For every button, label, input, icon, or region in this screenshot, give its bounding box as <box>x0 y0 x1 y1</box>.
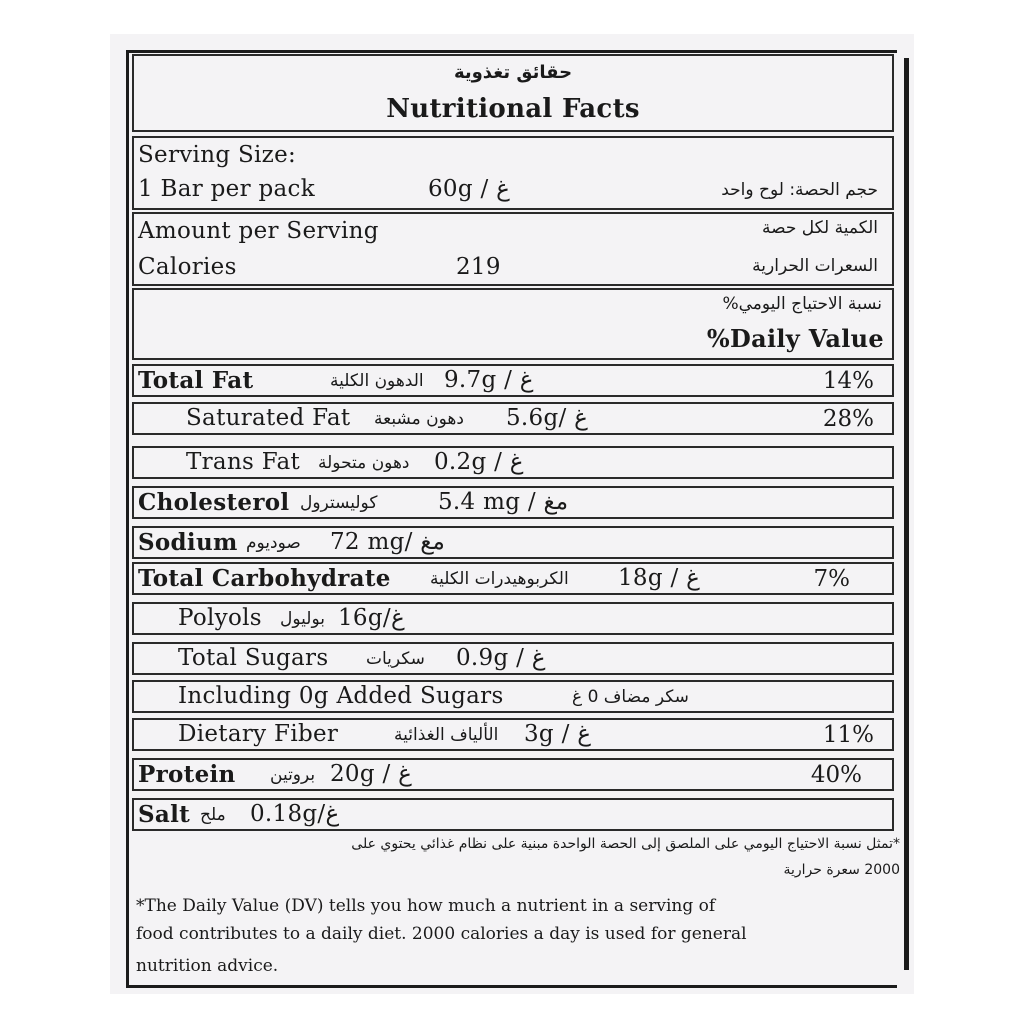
nutrient-name-arabic: بوليول <box>280 609 325 629</box>
nutrient-name: Saturated Fat <box>186 405 351 431</box>
nutrient-name-arabic: الألياف الغذائية <box>394 725 499 745</box>
nutrient-daily-value: 28% <box>822 406 874 432</box>
nutrient-amount: 16g/غ <box>338 605 405 631</box>
footnote-english-line3: nutrition advice. <box>136 956 279 976</box>
nutrient-name-arabic: دهون مشبعة <box>374 409 464 429</box>
nutrient-amount: 20g / غ <box>330 761 412 787</box>
nutrient-amount: 72 mg/ مغ <box>330 529 445 555</box>
nutrient-name: Salt <box>138 801 191 828</box>
serving-size-arabic: حجم الحصة: لوح واحد <box>721 180 878 200</box>
nutrient-row-total-fat <box>132 364 894 397</box>
nutrient-row-cholesterol <box>132 486 894 519</box>
amount-per-serving-label: Amount per Serving <box>138 218 379 244</box>
nutrient-amount: 9.7g / غ <box>444 367 534 393</box>
nutrient-daily-value: 40% <box>810 762 862 788</box>
nutrient-row-total-carbohydrate <box>132 562 894 595</box>
nutrient-name-arabic: الكربوهيدرات الكلية <box>430 569 569 589</box>
nutrient-name-arabic: ملح <box>200 805 226 825</box>
nutrient-amount: 5.6g/ غ <box>506 405 588 431</box>
nutrient-amount: 0.9g / غ <box>456 645 546 671</box>
nutrient-name: Sodium <box>138 529 238 556</box>
nutrient-name: Total Fat <box>138 367 254 394</box>
calories-arabic: السعرات الحرارية <box>752 256 878 276</box>
footnote-english-line2: food contributes to a daily diet. 2000 calories a day is used for general <box>136 924 747 944</box>
amount-per-serving-arabic: الكمية لكل حصة <box>762 218 878 238</box>
nutrient-row-sodium <box>132 526 894 559</box>
daily-value-header <box>132 288 894 360</box>
nutrient-name-arabic: بروتين <box>270 765 316 785</box>
footnote-english-line1: *The Daily Value (DV) tells you how much a nutrient in a serving of <box>136 896 716 916</box>
title-english: Nutritional Facts <box>386 94 640 124</box>
title-section <box>132 54 894 132</box>
footnote-arabic-line1: *تمثل نسبة الاحتياج اليومي على الملصق إلى الحصة الواحدة مبنية على نظام غذائي يحتوي على <box>351 836 900 852</box>
nutrient-name: Polyols <box>178 605 262 631</box>
nutrient-amount: 0.18g/غ <box>250 801 340 827</box>
serving-weight: 60g / غ <box>428 176 510 202</box>
serving-section <box>132 136 894 210</box>
calories-value: 219 <box>456 254 501 280</box>
daily-value-english: %Daily Value <box>706 324 884 353</box>
serving-size-value: 1 Bar per pack <box>138 176 315 202</box>
nutrient-row-added-sugars <box>132 680 894 713</box>
title-arabic: حقائق تغذوية <box>453 62 573 83</box>
nutrient-row-protein <box>132 758 894 791</box>
nutrient-name: Total Sugars <box>178 645 329 671</box>
nutrient-daily-value: 11% <box>822 722 874 748</box>
nutrient-name: Trans Fat <box>186 449 301 475</box>
nutrient-name: Total Carbohydrate <box>138 565 391 592</box>
nutrient-name-arabic: سكر مضاف 0 غ <box>572 687 689 707</box>
calories-label: Calories <box>138 254 237 280</box>
nutrient-name-arabic: صوديوم <box>246 533 301 553</box>
amount-section <box>132 212 894 286</box>
nutrient-name: Cholesterol <box>138 489 290 516</box>
nutrient-amount: 5.4 mg / مغ <box>438 489 569 515</box>
nutrient-row-trans-fat <box>132 446 894 479</box>
nutrient-name-arabic: سكريات <box>366 649 425 669</box>
nutrient-row-polyols <box>132 602 894 635</box>
nutrient-daily-value: 14% <box>822 368 874 394</box>
serving-size-label: Serving Size: <box>138 142 297 168</box>
nutrient-name: Including 0g Added Sugars <box>178 683 504 709</box>
nutrient-row-salt <box>132 798 894 831</box>
nutrient-row-saturated-fat <box>132 402 894 435</box>
footnote-arabic-line2: 2000 سعرة حرارية <box>783 862 900 878</box>
nutrient-row-dietary-fiber <box>132 718 894 751</box>
nutrient-name-arabic: الدهون الكلية <box>330 371 424 391</box>
nutrient-row-total-sugars <box>132 642 894 675</box>
daily-value-arabic: نسبة الاحتياج اليومي% <box>722 294 882 314</box>
nutrient-name: Dietary Fiber <box>178 721 339 747</box>
nutrient-amount: 18g / غ <box>618 565 700 591</box>
right-border-rule <box>904 58 909 970</box>
nutrient-daily-value: 7% <box>813 566 850 592</box>
nutrient-amount: 3g / غ <box>524 721 591 747</box>
nutrient-amount: 0.2g / غ <box>434 449 524 475</box>
nutrient-name: Protein <box>138 761 236 788</box>
nutrient-name-arabic: دهون متحولة <box>318 453 410 473</box>
nutrient-name-arabic: كوليسترول <box>300 493 378 513</box>
